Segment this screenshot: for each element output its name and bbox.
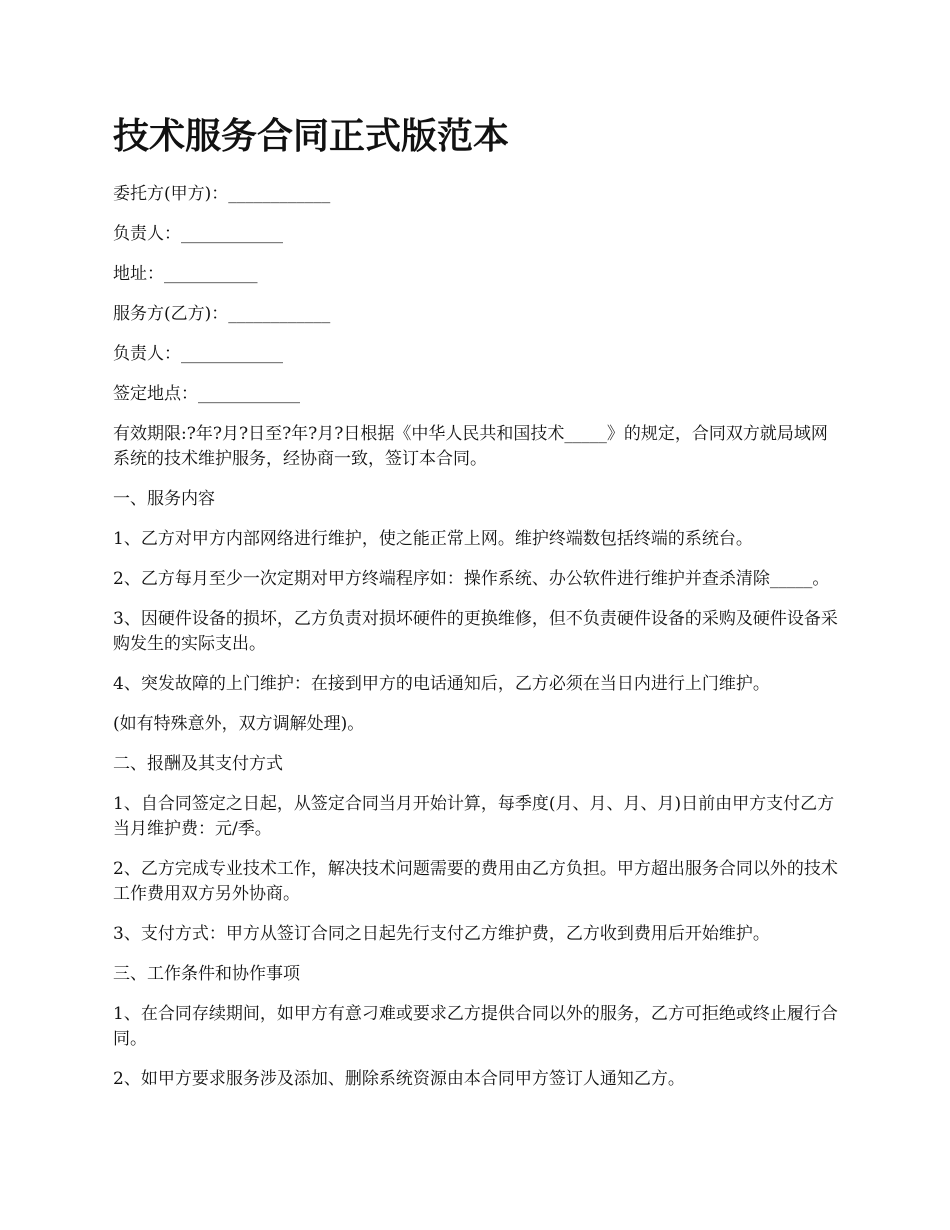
field-service-responsible-person: [113, 342, 840, 367]
section-heading-payment: 二、报酬及其支付方式: [113, 754, 283, 774]
field-label: 负责人：: [113, 224, 181, 244]
section-heading-working-conditions: 三、工作条件和协作事项: [113, 964, 300, 984]
field-label: 委托方(甲方)：: [113, 184, 229, 204]
field-signing-place: [113, 382, 840, 407]
clause-paragraph: 1、自合同签定之日起，从签定合同当月开始计算，每季度(月、月、月、月)日前由甲方支付乙方当月维护费：元/季。: [113, 794, 835, 839]
document-page: [113, 112, 840, 1107]
fill-in-blank: ___________: [164, 264, 258, 284]
clause-paragraph: 3、因硬件设备的损坏，乙方负责对损坏硬件的更换维修，但不负责硬件设备的采购及硬件设备采购发生的实际支出。: [113, 609, 838, 654]
fill-in-blank: ____________: [181, 224, 283, 244]
field-client-party: [113, 182, 840, 207]
clause-note-paragraph: (如有特殊意外，双方调解处理)。: [113, 714, 365, 734]
field-label: 地址：: [113, 264, 164, 284]
field-client-responsible-person: [113, 222, 840, 247]
clause-paragraph: 4、突发故障的上门维护：在接到甲方的电话通知后，乙方必须在当日内进行上门维护。: [113, 674, 770, 694]
clause-paragraph: 2、如甲方要求服务涉及添加、删除系统资源由本合同甲方签订人通知乙方。: [113, 1069, 685, 1089]
fill-in-blank: ____________: [198, 384, 300, 404]
clause-paragraph: 2、乙方完成专业技术工作，解决技术问题需要的费用由乙方负担。甲方超出服务合同以外的技术工作费用双方另外协商。: [113, 859, 838, 904]
fill-in-blank: ____________: [228, 184, 331, 204]
validity-and-preamble-paragraph: 有效期限:?年?月?日至?年?月?日根据《中华人民共和国技术_____》的规定，合同双方就局域网系统的技术维护服务，经协商一致，签订本合同。: [113, 424, 828, 469]
clause-paragraph: 2、乙方每月至少一次定期对甲方终端程序如：操作系统、办公软件进行维护并查杀清除_____。: [113, 569, 830, 589]
fill-in-blank: ____________: [228, 304, 331, 324]
field-address: [113, 262, 840, 287]
document-title: 技术服务合同正式版范本: [113, 115, 510, 157]
field-label: 负责人：: [113, 344, 181, 364]
field-label: 签定地点：: [113, 384, 198, 404]
clause-paragraph: 1、乙方对甲方内部网络进行维护，使之能正常上网。维护终端数包括终端的系统台。: [113, 529, 753, 549]
section-heading-service-content: 一、服务内容: [113, 489, 215, 509]
fill-in-blank: ____________: [181, 344, 283, 364]
clause-paragraph: 1、在合同存续期间，如甲方有意刁难或要求乙方提供合同以外的服务，乙方可拒绝或终止履行合同。: [113, 1004, 838, 1049]
field-label: 服务方(乙方)：: [113, 304, 229, 324]
field-service-party: [113, 302, 840, 327]
clause-paragraph: 3、支付方式：甲方从签订合同之日起先行支付乙方维护费，乙方收到费用后开始维护。: [113, 924, 770, 944]
